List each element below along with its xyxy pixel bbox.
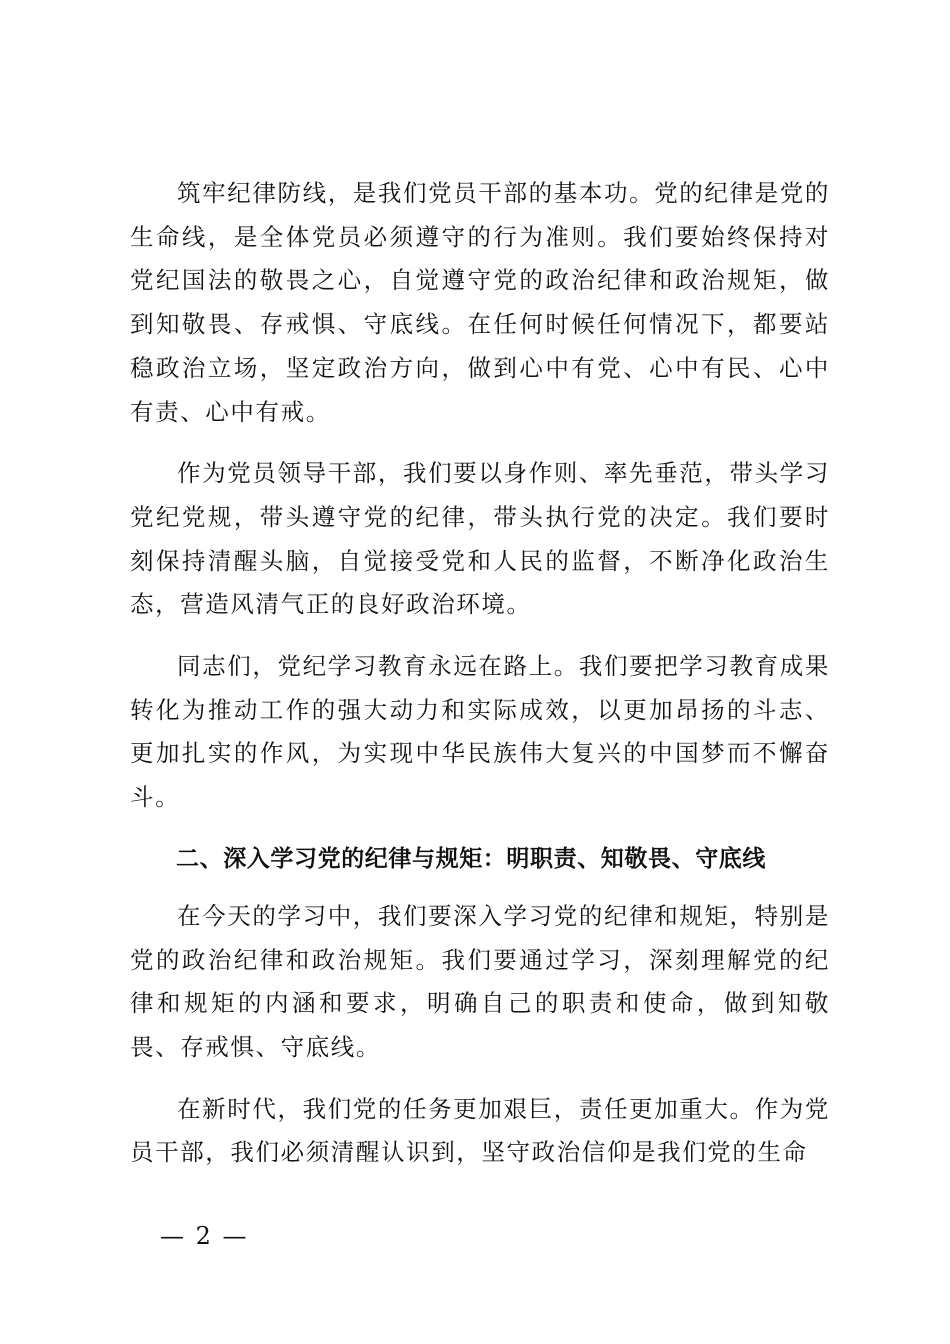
body-paragraph-1: 筑牢纪律防线，是我们党员干部的基本功。党的纪律是党的生命线，是全体党员必须遵守的行为准则。我们要始终保持对党纪国法的敬畏之心，自觉遵守党的政治纪律和政治规矩，做到知敬畏、存戒惧、守底线。在任何时候任何情况下，都要站稳政治立场，坚定政治方向，做到心中有党、心中有民、心中有责、心中有戒。 xyxy=(130,179,830,426)
page-number: — 2 — xyxy=(160,1222,249,1250)
body-paragraph-4: 在今天的学习中，我们要深入学习党的纪律和规矩，特别是党的政治纪律和政治规矩。我们要通过学习，深刻理解党的纪律和规矩的内涵和要求，明确自己的职责和使命，做到知敬畏、存戒惧、守底线。 xyxy=(130,901,830,1061)
body-paragraph-3: 同志们，党纪学习教育永远在路上。我们要把学习教育成果转化为推动工作的强大动力和实际成效，以更加昂扬的斗志、更加扎实的作风，为实现中华民族伟大复兴的中国梦而不懈奋斗。 xyxy=(130,652,830,812)
section-heading: 二、深入学习党的纪律与规矩：明职责、知敬畏、守底线 xyxy=(176,845,766,872)
body-paragraph-5: 在新时代，我们党的任务更加艰巨，责任更加重大。作为党员干部，我们必须清醒认识到，坚守政治信仰是我们党的生命 xyxy=(130,1094,830,1167)
document-body xyxy=(130,172,830,1193)
body-paragraph-2: 作为党员领导干部，我们要以身作则、率先垂范，带头学习党纪党规，带头遵守党的纪律，带头执行党的决定。我们要时刻保持清醒头脑，自觉接受党和人民的监督，不断净化政治生态，营造风清气正的良好政治环境。 xyxy=(130,459,830,619)
